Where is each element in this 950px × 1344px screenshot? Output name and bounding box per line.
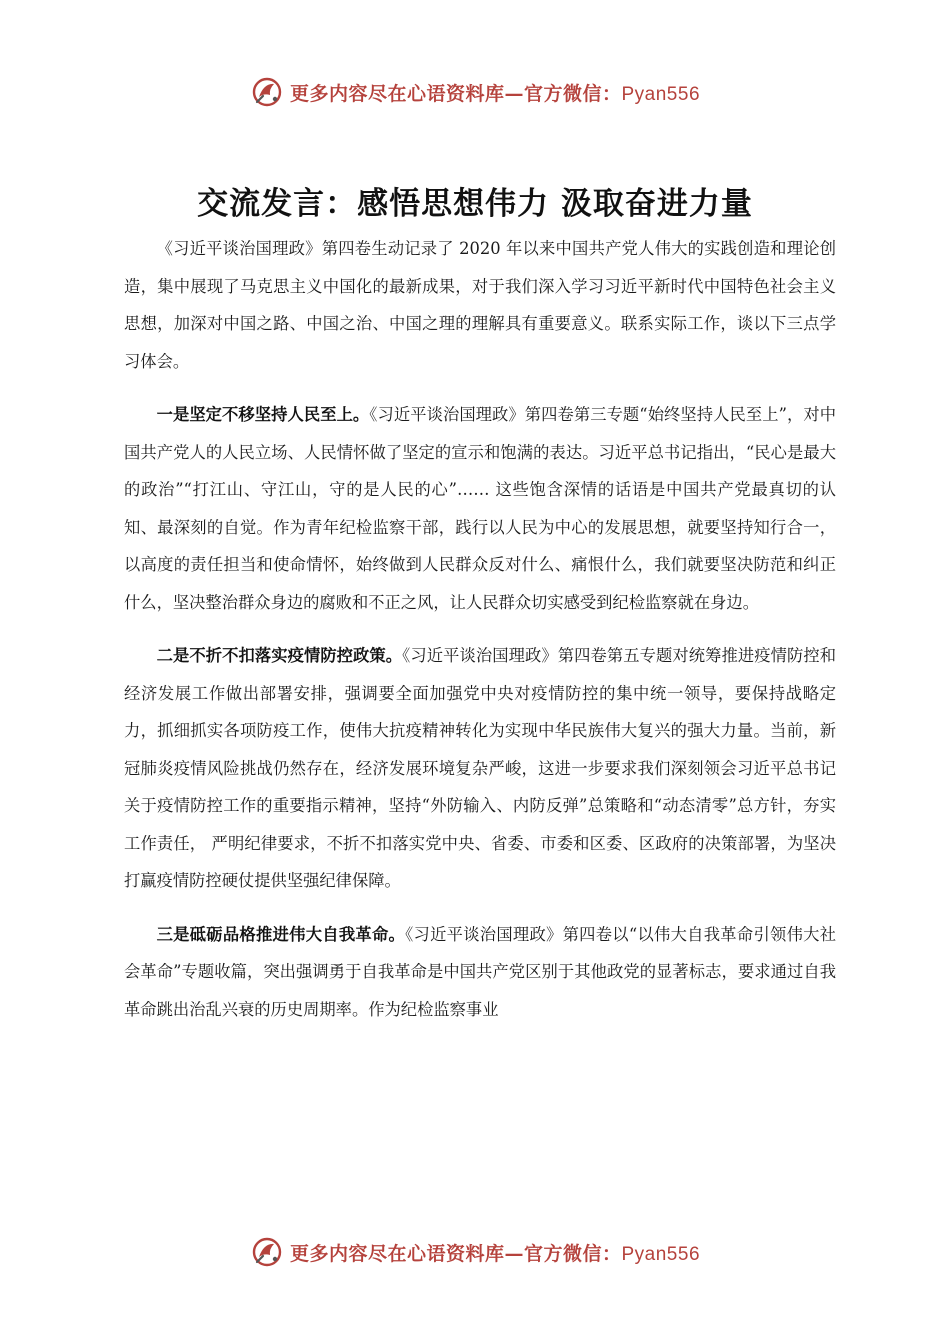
paragraph-lead: 一是坚定不移坚持人民至上。 (156, 405, 370, 424)
header-watermark (0, 72, 950, 112)
paragraph-text: 《习近平谈治国理政》第四卷以“以伟大自我革命引领伟大社会革命”专题收篇，突出强调勇于自我革命是中国共产党区别于其他政党的显著标志，要求通过自我革命跳出治乱兴衰的历史周期率。作为纪检监察事业 (124, 924, 836, 1019)
watermark-text: 更多内容尽在心语资料库—官方微信：Pyan556 (289, 82, 701, 105)
watermark-text: 更多内容尽在心语资料库—官方微信：Pyan556 (289, 1242, 701, 1265)
footer-watermark (0, 1232, 950, 1272)
paragraph-text: 《习近平谈治国理政》第四卷生动记录了 2020 年以来中国共产党人伟大的实践创造和理论创造，集中展现了马克思主义中国化的最新成果，对于我们深入学习习近平新时代中国特色社会主义思想，加深对中国之路、中国之治、中国之理的理解具有重要意义。联系实际工作，谈以下三点学习体会。 (124, 239, 836, 371)
paragraph-point-three (124, 916, 836, 1029)
paragraph-text: 《习近平谈治国理政》第四卷第三专题“始终坚持人民至上”，对中国共产党人的人民立场、人民情怀做了坚定的宣示和饱满的表达。习近平总书记指出，“民心是最大的政治”“打江山、守江山，守的是人民的心”…… 这些饱含深情的话语是中国共产党最真切的认知、最深刻的自觉。作为青年纪检监察干部，践行以人民为中心的发展思想，就要坚持知行合一，以高度的责任担当和使命情怀，始终做到人民群众反对什么、痛恨什么，我们就要坚决防范和纠正什么，坚决整治群众身边的腐败和不正之风，让人民群众切实感受到纪检监察就在身边。 (124, 405, 836, 612)
brand-logo-icon (250, 1235, 284, 1269)
paragraph-lead: 二是不折不扣落实疫情防控政策。 (156, 646, 403, 665)
paragraph-point-two (124, 637, 836, 900)
brand-logo-icon (250, 75, 284, 109)
document-title: 交流发言：感悟思想伟力 汲取奋进力量 (197, 186, 753, 222)
paragraph-text: 《习近平谈治国理政》第四卷第五专题对统筹推进疫情防控和经济发展工作做出部署安排，强调要全面加强党中央对疫情防控的集中统一领导，要保持战略定力，抓细抓实各项防疫工作，使伟大抗疫精神转化为实现中华民族伟大复兴的强大力量。当前，新冠肺炎疫情风险挑战仍然存在，经济发展环境复杂严峻，这进一步要求我们深刻领会习近平总书记关于疫情防控工作的重要指示精神，坚持“外防输入、内防反弹”总策略和“动态清零”总方针，夯实工作责任， 严明纪律要求，不折不扣落实党中央、省委、市委和区委、区政府的决策部署，为坚决打赢疫情防控硬仗提供坚强纪律保障。 (124, 646, 836, 890)
watermark-wechat-id: Pyan556 (621, 83, 701, 105)
watermark-wechat-id: Pyan556 (621, 1243, 701, 1265)
paragraph-lead: 三是砥砺品格推进伟大自我革命。 (156, 924, 406, 944)
paragraph-point-one (124, 396, 836, 621)
document-body (124, 230, 836, 1044)
paragraph-intro (124, 230, 836, 380)
